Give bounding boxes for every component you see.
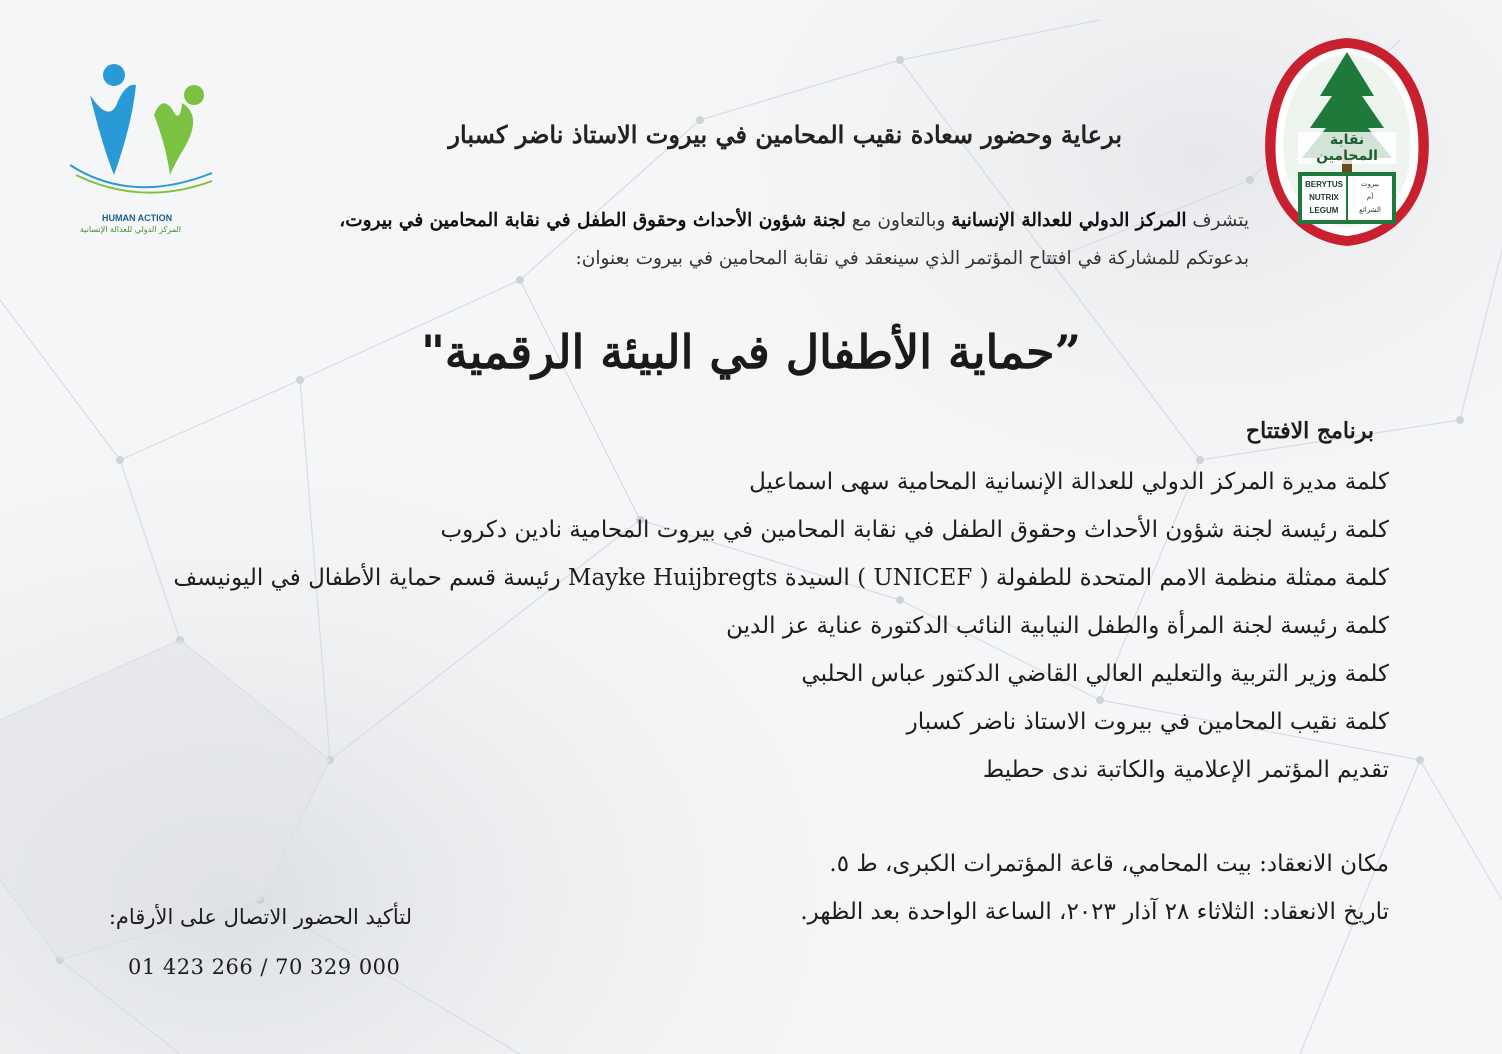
program-item: كلمة رئيسة لجنة المرأة والطفل النيابية النائب الدكتورة عناية عز الدين (726, 613, 1389, 639)
organizer-name: المركز الدولي للعدالة الإنسانية (951, 210, 1187, 231)
venue-date: تاريخ الانعقاد: الثلاثاء ٢٨ آذار ٢٠٢٣، الساعة الواحدة بعد الظهر. (800, 899, 1389, 925)
human-action-name-ar: المركز الدولي للعدالة الإنسانية (80, 225, 181, 234)
program-item: كلمة رئيسة لجنة شؤون الأحداث وحقوق الطفل في نقابة المحامين في بيروت المحامية نادين دكروب (440, 517, 1389, 543)
bar-association-arabic-motto: بيروت أم الشرائع (1359, 180, 1381, 214)
program-heading: برنامج الافتتاح (1245, 418, 1374, 444)
invitation-intro-line-2: بدعوتكم للمشاركة في افتتاح المؤتمر الذي سينعقد في نقابة المحامين في بيروت بعنوان: (575, 248, 1249, 269)
program-item: كلمة وزير التربية والتعليم العالي القاضي الدكتور عباس الحلبي (801, 661, 1389, 687)
rsvp-label: لتأكيد الحضور الاتصال على الأرقام: (108, 905, 412, 929)
rsvp-phone-numbers: 01 423 266 / 70 329 000 (128, 955, 401, 979)
bar-association-latin-motto: BERYTUS NUTRIX LEGUM (1305, 180, 1343, 215)
venue-place: مكان الانعقاد: بيت المحامي، قاعة المؤتمرات الكبرى، ط ٥. (829, 851, 1389, 877)
program-list (89, 458, 1389, 794)
human-action-name-en: HUMAN ACTION (102, 213, 173, 223)
program-item: كلمة نقيب المحامين في بيروت الاستاذ ناضر كسبار (906, 709, 1389, 735)
invitation-intro (249, 198, 1249, 282)
conference-title: ”حماية الأطفال في البيئة الرقمية" (420, 325, 1082, 379)
venue-details (800, 840, 1389, 936)
beirut-bar-association-logo (1258, 32, 1436, 252)
human-action-logo (62, 55, 222, 245)
bar-association-arc-text: نقابة المحامين (1298, 132, 1396, 164)
program-item: تقديم المؤتمر الإعلامية والكاتبة ندى حطيط (982, 757, 1389, 783)
program-item: كلمة مديرة المركز الدولي للعدالة الإنسانية المحامية سهى اسماعيل (749, 469, 1389, 495)
patronage-line: برعاية وحضور سعادة نقيب المحامين في بيروت الاستاذ ناضر كسبار (448, 120, 1122, 149)
partner-committee-name: لجنة شؤون الأحداث وحقوق الطفل في نقابة المحامين في بيروت، (339, 210, 846, 231)
invitation-intro-line-1: يتشرف المركز الدولي للعدالة الإنسانية وبالتعاون مع لجنة شؤون الأحداث وحقوق الطفل في نقابة المحامين في بيروت، (339, 210, 1249, 231)
program-item: كلمة ممثلة منظمة الامم المتحدة للطفولة ( UNICEF ) السيدة Mayke Huijbregts رئيسة قسم حماية الأطفال في اليونيسف (173, 565, 1389, 591)
